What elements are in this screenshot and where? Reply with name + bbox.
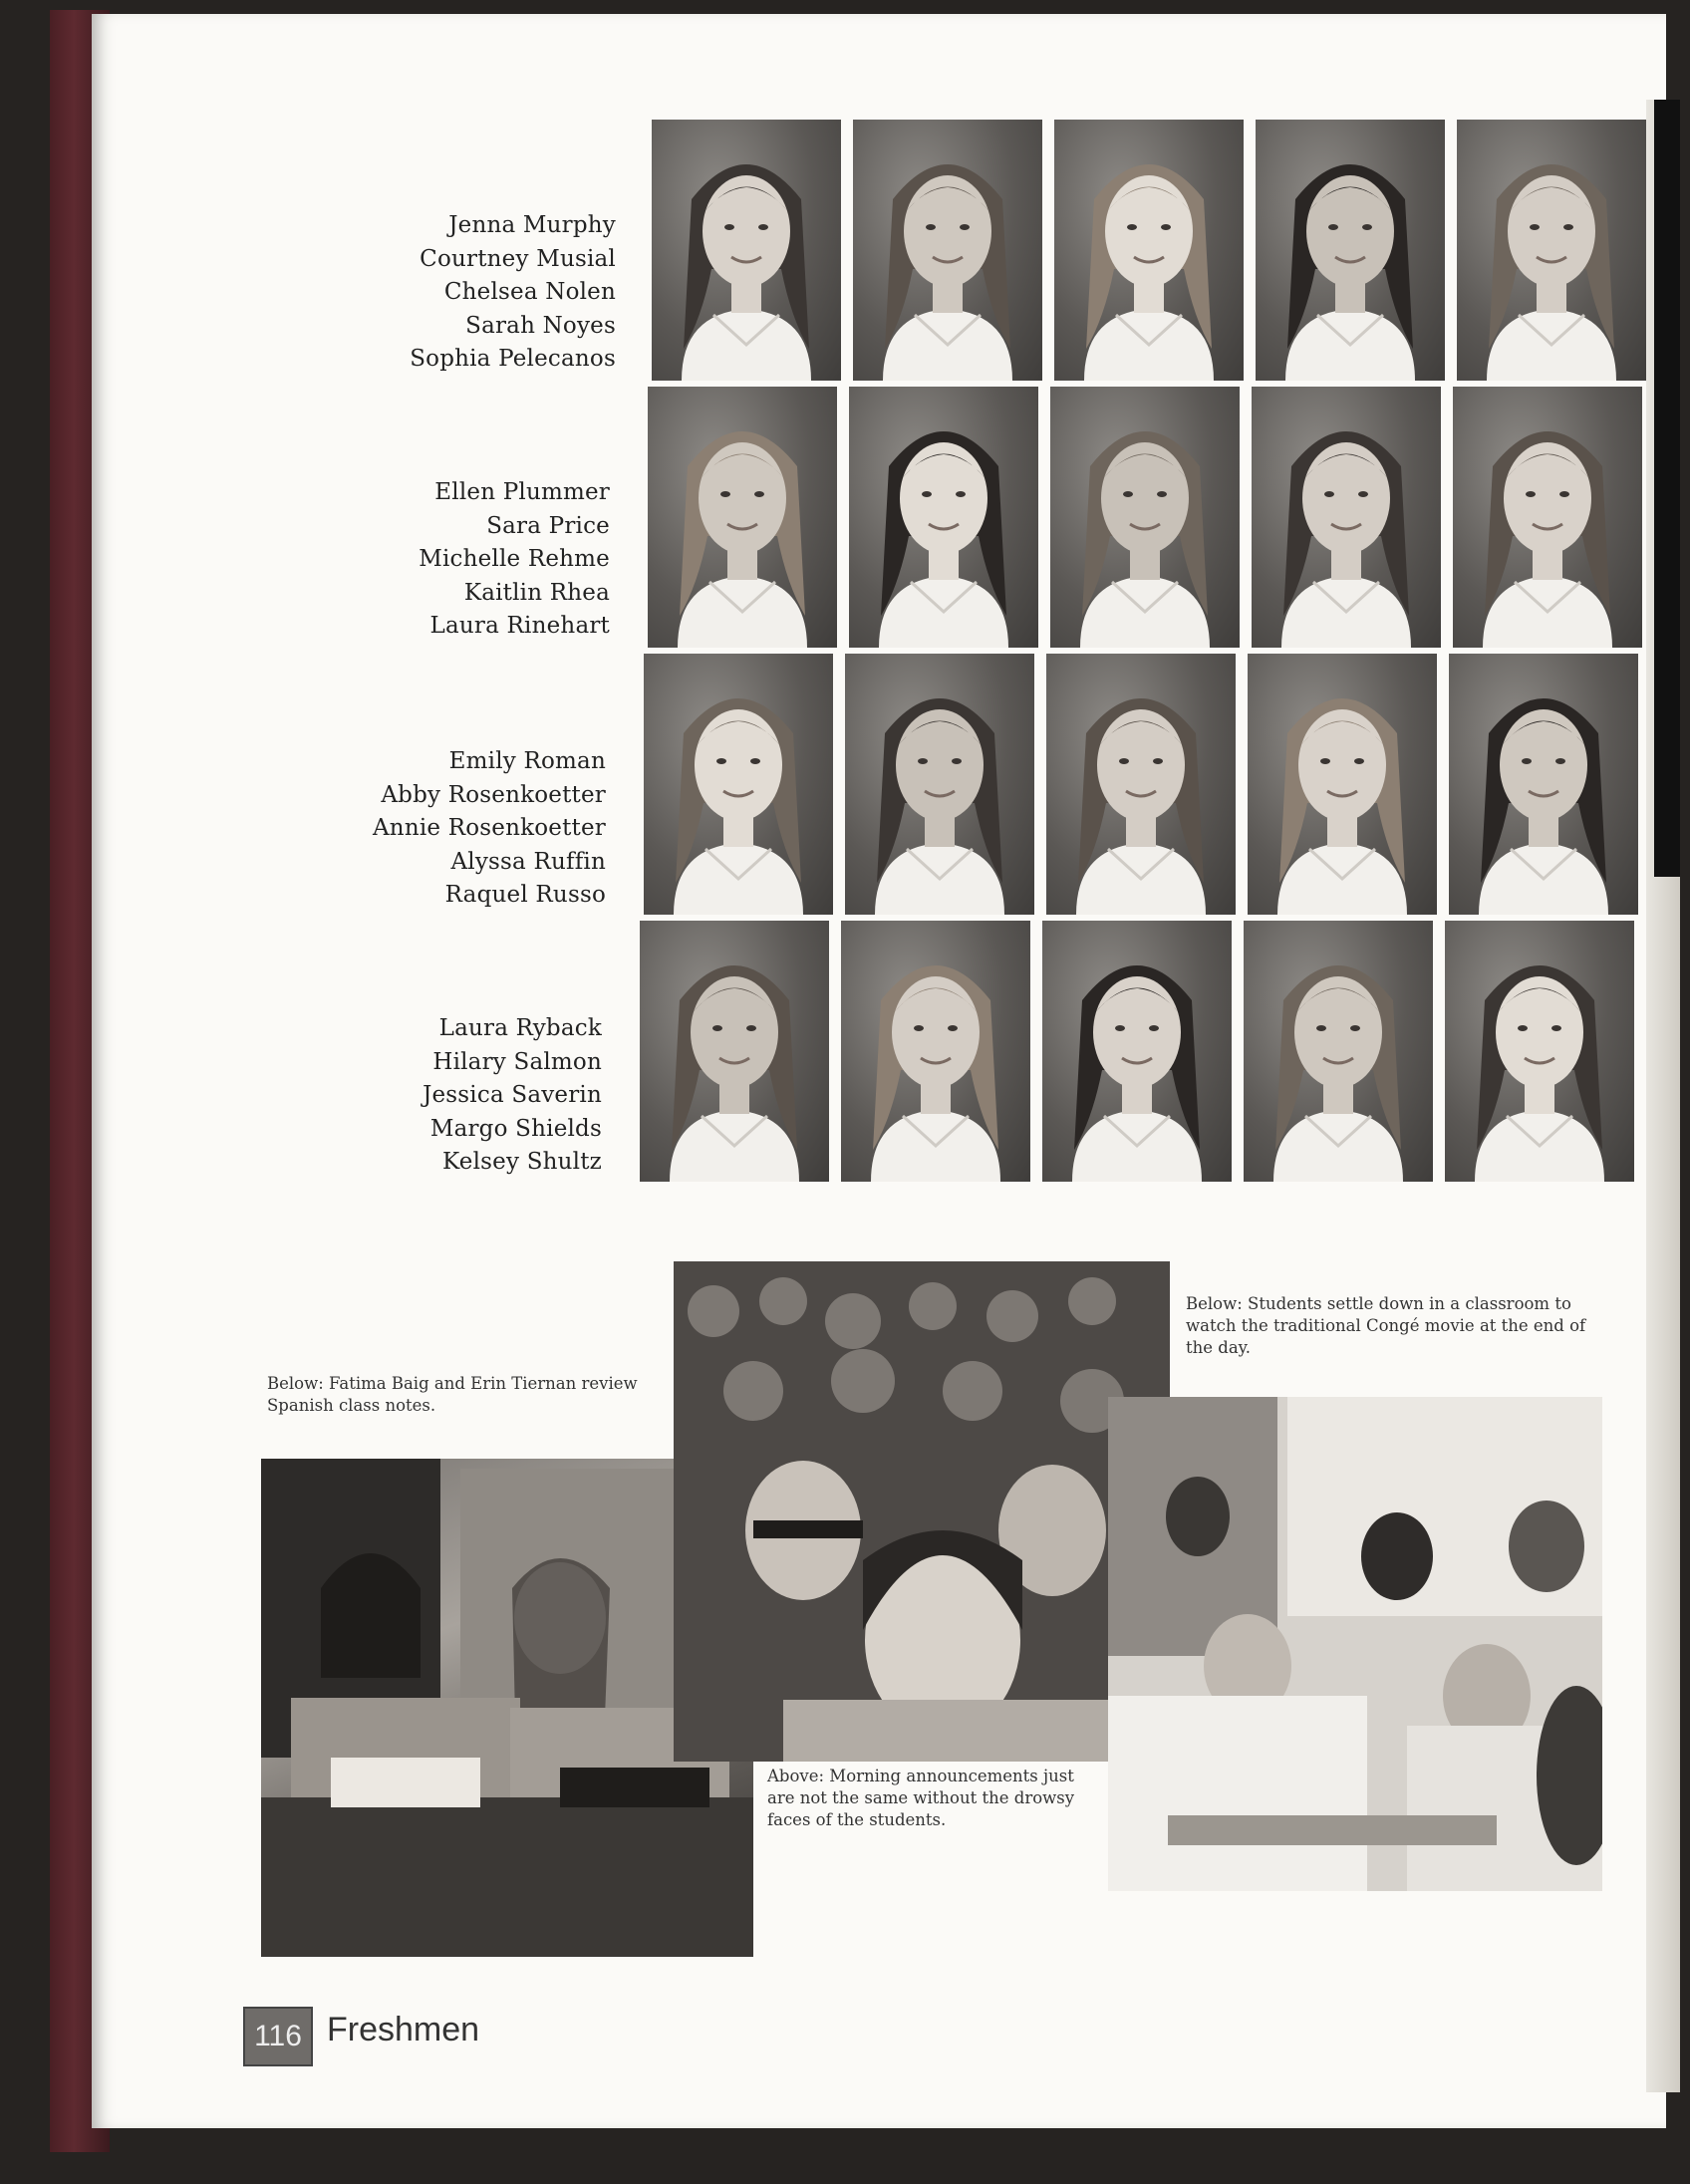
caption-middle: Above: Morning announcements just are not the same without the drowsy faces of the students. xyxy=(767,1767,1075,1829)
caption-right: Below: Students settle down in a classroom to watch the traditional Congé movie at the end of the day. xyxy=(1186,1294,1586,1357)
student-portrait xyxy=(1042,921,1232,1182)
section-title: Freshmen xyxy=(327,2011,480,2048)
student-name: Abby Rosenkoetter xyxy=(381,781,606,808)
student-name: Jenna Murphy xyxy=(448,212,616,238)
name-list-row-2 xyxy=(371,476,610,644)
student-portrait xyxy=(1046,654,1236,915)
student-name: Hilary Salmon xyxy=(432,1048,602,1075)
student-portrait xyxy=(644,654,833,915)
student-name: Sara Price xyxy=(486,512,610,539)
student-portrait xyxy=(652,120,841,381)
page-tab-strip xyxy=(1654,100,1680,877)
student-portrait xyxy=(845,654,1034,915)
student-portrait xyxy=(841,921,1030,1182)
student-name: Kaitlin Rhea xyxy=(463,579,610,606)
student-name: Margo Shields xyxy=(429,1115,602,1142)
student-name: Emily Roman xyxy=(448,748,606,774)
photo-morning-announcements xyxy=(674,1261,1170,1762)
student-portrait xyxy=(648,387,837,648)
student-portrait xyxy=(1248,654,1437,915)
student-name: Raquel Russo xyxy=(444,882,606,908)
student-portrait xyxy=(853,120,1042,381)
student-name: Alyssa Ruffin xyxy=(450,848,606,875)
name-list-row-4 xyxy=(363,1012,602,1180)
student-portrait xyxy=(1054,120,1244,381)
student-portrait xyxy=(1256,120,1445,381)
student-name: Annie Rosenkoetter xyxy=(373,815,606,841)
student-portrait xyxy=(1244,921,1433,1182)
student-portrait xyxy=(849,387,1038,648)
student-name: Ellen Plummer xyxy=(434,479,610,505)
student-name: Chelsea Nolen xyxy=(443,279,616,305)
student-name: Laura Ryback xyxy=(438,1015,602,1041)
student-portrait xyxy=(1252,387,1441,648)
student-name: Courtney Musial xyxy=(420,245,616,272)
student-name: Sophia Pelecanos xyxy=(410,346,616,372)
page-number: 116 xyxy=(243,2007,313,2066)
caption-left: Below: Fatima Baig and Erin Tiernan review Spanish class notes. xyxy=(267,1374,638,1415)
student-portrait xyxy=(640,921,829,1182)
student-portrait xyxy=(1449,654,1638,915)
student-name: Michelle Rehme xyxy=(419,546,610,572)
student-portrait xyxy=(1453,387,1642,648)
student-portrait xyxy=(1445,921,1634,1182)
name-list-row-3 xyxy=(367,745,606,913)
student-name: Jessica Saverin xyxy=(422,1082,602,1108)
student-name: Sarah Noyes xyxy=(465,312,616,339)
name-list-row-1 xyxy=(377,209,616,377)
student-portrait xyxy=(1457,120,1646,381)
student-portrait xyxy=(1050,387,1240,648)
student-name: Kelsey Shultz xyxy=(442,1149,602,1175)
student-name: Laura Rinehart xyxy=(429,613,610,639)
photo-conge-movie xyxy=(1108,1397,1602,1891)
